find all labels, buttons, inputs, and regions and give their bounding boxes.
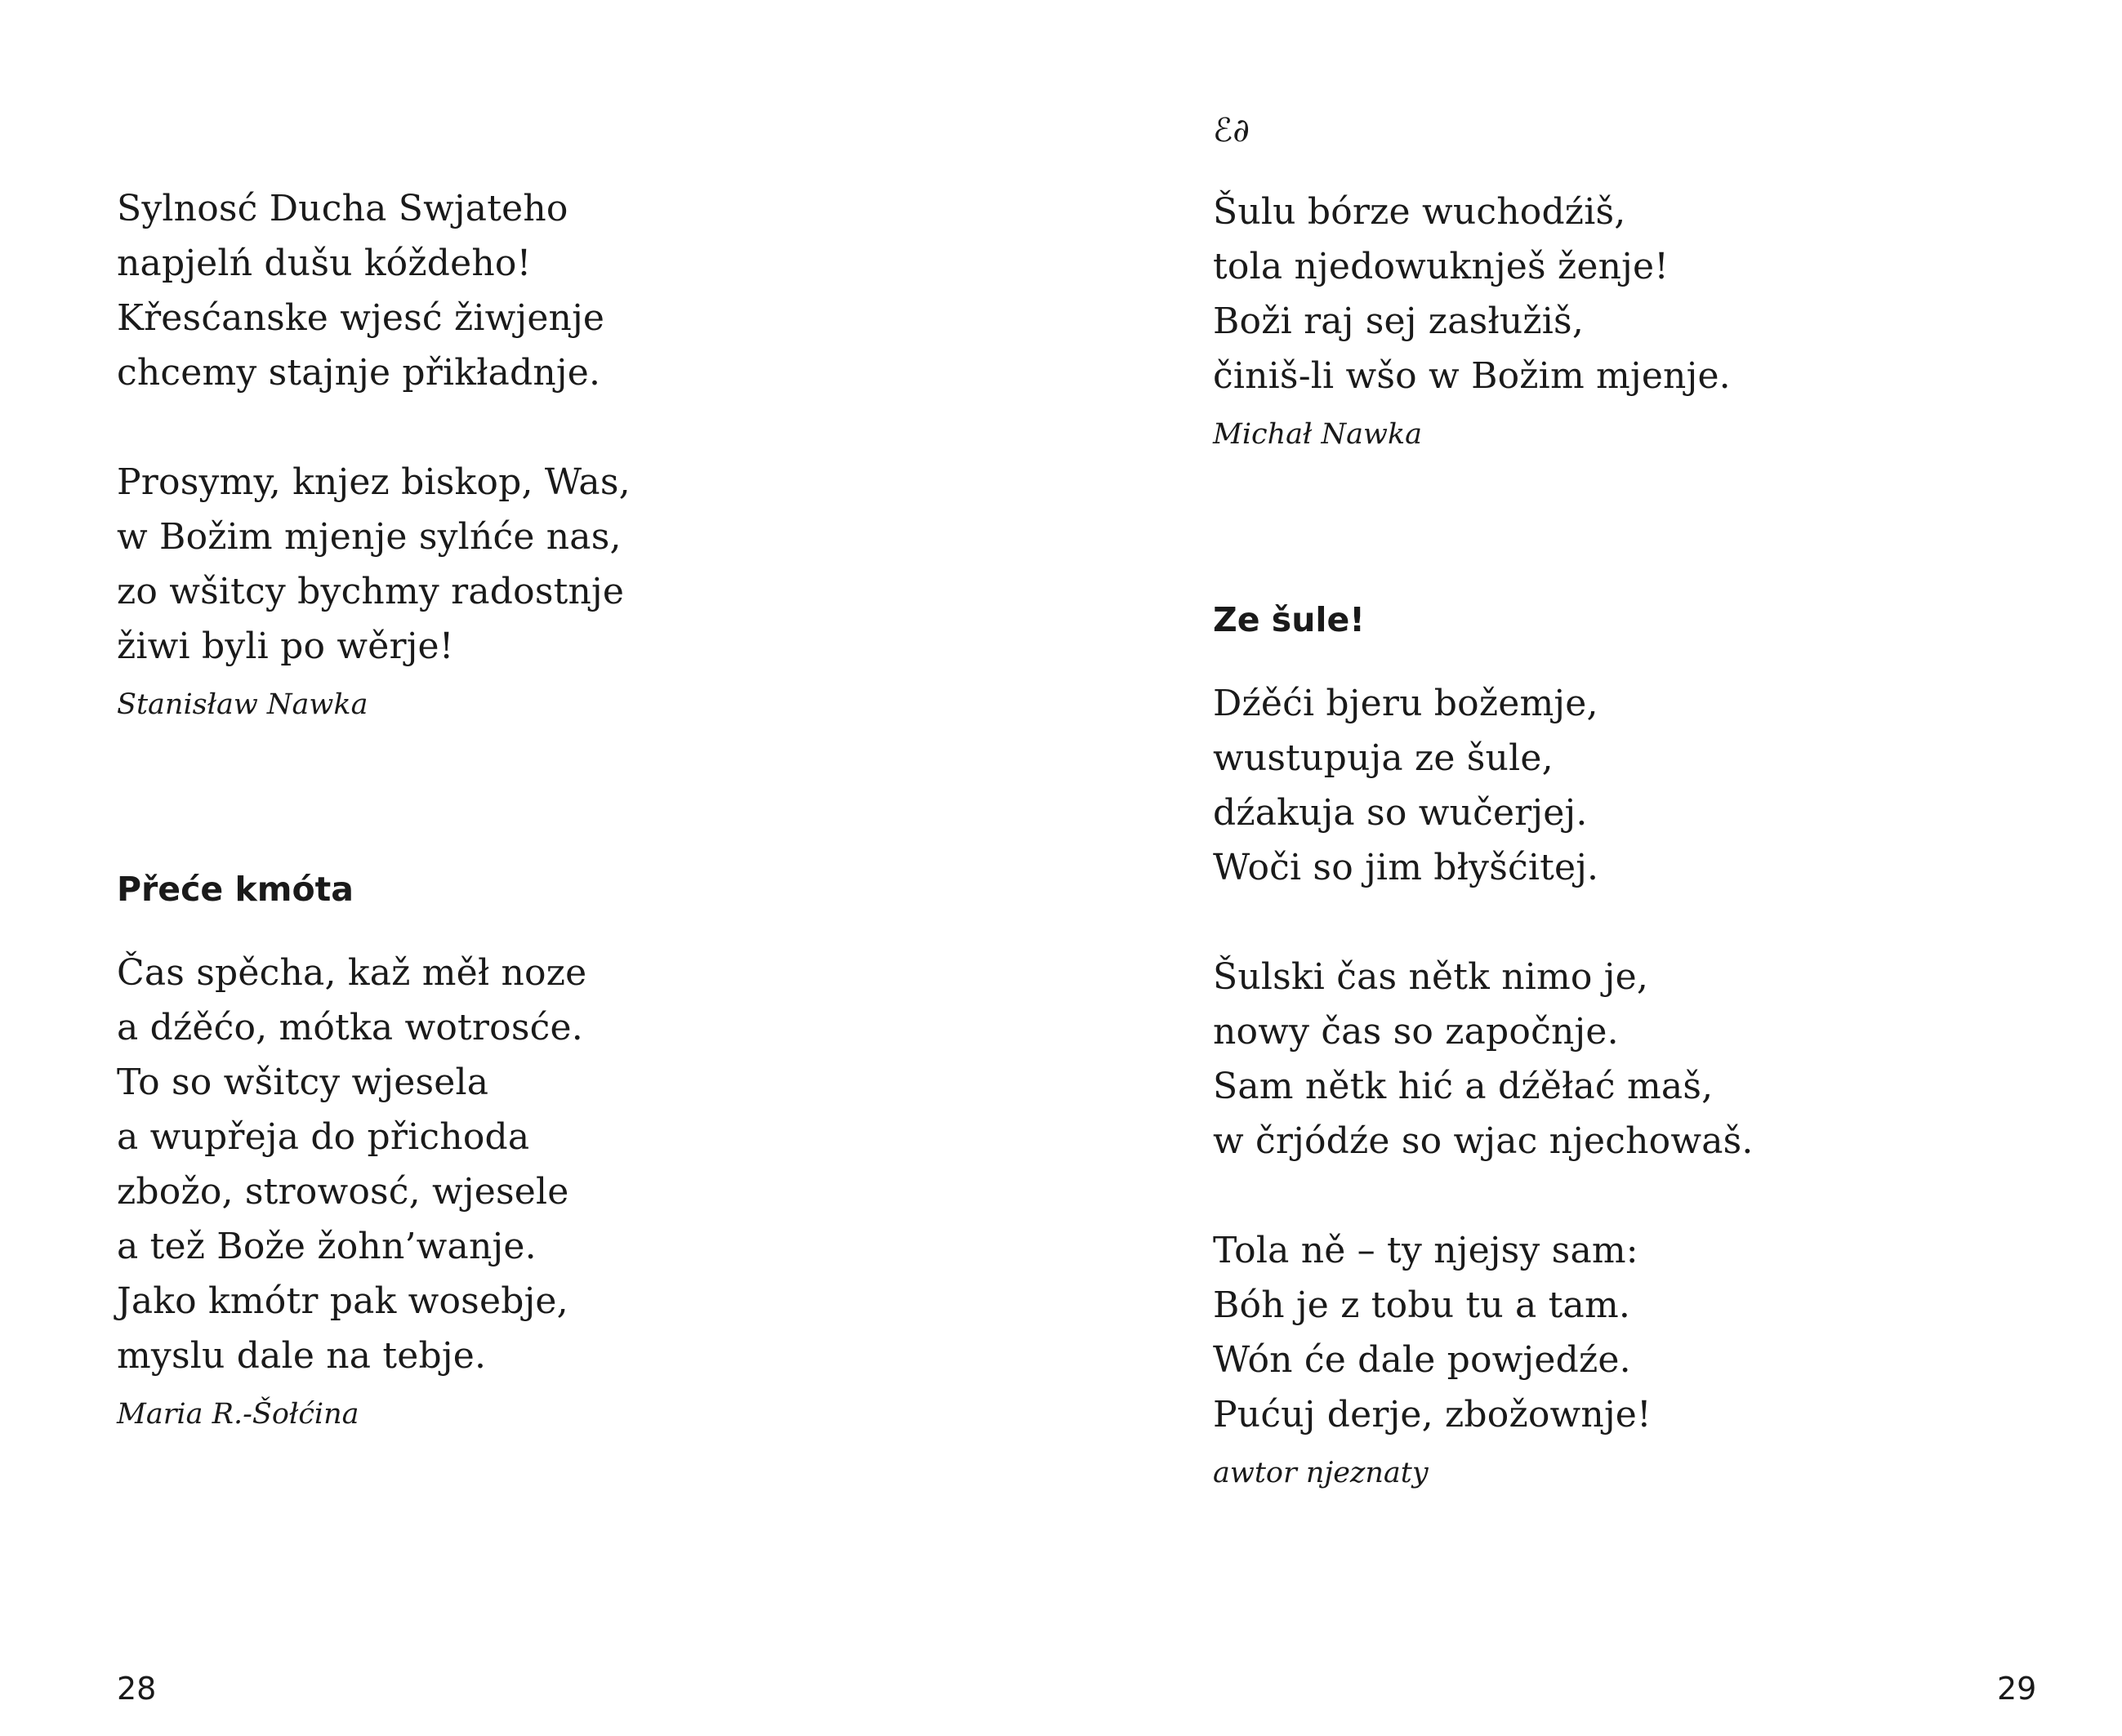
poem-line: Pućuj derje, zbožownje! [1213,1394,1652,1436]
poem-line: myslu dale na tebje. [117,1335,487,1377]
poem-line: Boži raj sej zasłužiš, [1213,300,1585,342]
poem-line: činiš-li wšo w Božim mjenje. [1213,355,1731,397]
poem-line: zo wšitcy bychmy radostnje [117,571,625,612]
poem-line: Woči so jim błyšćitej. [1213,847,1599,888]
poem-line: Prosymy, knjez biskop, Was, [117,461,631,503]
poem-line: žiwi byli po wěrje! [117,625,454,667]
poem-line: napjelń dušu kóždeho! [117,243,532,284]
ornament-icon: ℰ∂ [1213,112,1250,149]
poem-line: chcemy stajnje přikładnje. [117,352,601,394]
poem-line: a wupřeja do přichoda [117,1116,530,1158]
page-number: 29 [1997,1671,2037,1707]
poem-line: Wón će dale powjedźe. [1213,1339,1631,1381]
poem-line: a tež Bože žohn’wanje. [117,1226,537,1267]
poem-author: Maria R.-Šołćina [117,1398,359,1431]
poem-line: a dźěćo, mótka wotrosće. [117,1007,583,1048]
poem-line: Jako kmótr pak wosebje, [117,1280,568,1322]
poem-line: Dźěći bjeru božemje, [1213,683,1598,724]
poem-line: wustupuja ze šule, [1213,737,1554,779]
stanza [117,946,586,1383]
stanza [1213,676,1754,895]
poem-line: Šulski čas nětk nimo je, [1213,956,1649,998]
stanza [1213,950,1754,1168]
poem-line: Čas spěcha, kaž měł noze [117,952,587,994]
poem-line: Sam nětk hić a dźěłać maš, [1213,1066,1714,1107]
poem-line: Šulu bórze wuchodźiš, [1213,191,1626,233]
poem-line: w črjódźe so wjac njechowaš. [1213,1120,1754,1162]
poem-block-2 [1213,599,1754,1489]
poem-block-2 [117,869,586,1431]
stanza [1213,1223,1754,1442]
poem-line: Sylnosć Ducha Swjateho [117,188,568,229]
poem-line: w Božim mjenje sylńće nas, [117,516,622,558]
poem-line: To so wšitcy wjesela [117,1062,489,1103]
stanza [117,181,631,400]
stanza [1213,185,1731,403]
poem-block-1 [117,181,631,721]
poem-title: Přeće kmóta [117,870,354,909]
poem-author: Stanisław Nawka [117,688,368,721]
poem-line: zbožo, strowosć, wjesele [117,1171,569,1213]
right-page [1061,0,2122,1736]
page-number: 28 [117,1671,157,1707]
poem-author: awtor njeznaty [1213,1457,1429,1489]
poem-line: nowy čas so započnje. [1213,1011,1619,1053]
poem-line: Tola ně – ty njejsy sam: [1213,1230,1638,1271]
poem-title: Ze šule! [1213,600,1365,639]
poem-line: dźakuja so wučerjej. [1213,792,1588,834]
poem-block-1 [1213,185,1731,451]
stanza [117,455,631,674]
poem-line: Křesćanske wjesć žiwjenje [117,297,605,339]
poem-line: tola njedowuknješ ženje! [1213,246,1670,287]
poem-author: Michał Nawka [1213,418,1423,451]
poem-line: Bóh je z tobu tu a tam. [1213,1284,1631,1326]
